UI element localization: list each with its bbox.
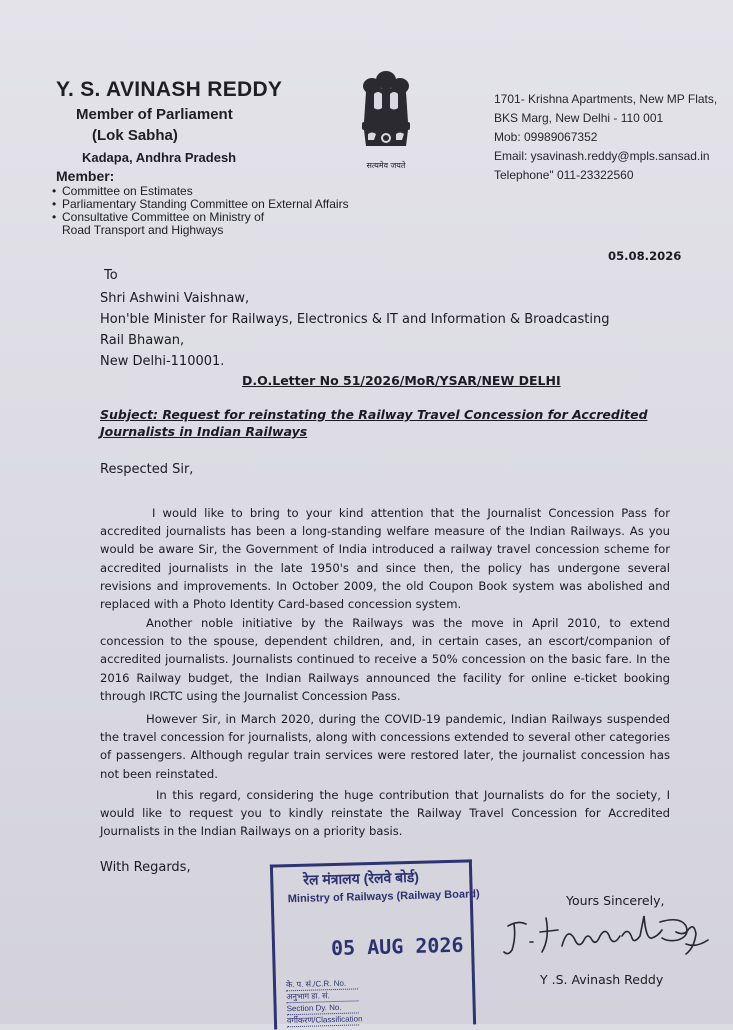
- sender-constituency: Kadapa, Andhra Pradesh: [82, 150, 237, 165]
- phone-telephone: Telephone" 011-23322560: [494, 168, 634, 182]
- address-line: BKS Marg, New Delhi - 110 001: [494, 111, 664, 125]
- committee-list: [50, 185, 349, 237]
- sender-address: [494, 90, 717, 185]
- stamp-field: के. प. सं./C.R. No.: [286, 977, 358, 991]
- stamp-date: 05 AUG 2026: [330, 932, 464, 961]
- stamp-field: वर्गीकरण/Classification: [286, 1014, 363, 1026]
- do-letter-number: D.O.Letter No 51/2026/MoR/YSAR/NEW DELHI: [242, 373, 561, 388]
- recipient-line: Rail Bhawan,: [100, 333, 185, 348]
- closing: With Regards,: [100, 860, 191, 875]
- body-paragraph: In this regard, considering the huge contribution that Journalists do for the society, I would like to request you to kindly reinstate the Railway Travel Concession for Accredited Journalists in the Indian Railways on a priority basis.: [100, 788, 670, 839]
- committee-item: • Parliamentary Standing Committee on External Affairs: [50, 198, 349, 211]
- address-line: 1701- Krishna Apartments, New MP Flats,: [494, 92, 718, 106]
- phone-mobile: Mob: 09989067352: [494, 130, 598, 144]
- to-label: To: [104, 268, 118, 283]
- body-paragraph: I would like to bring to your kind attention that the Journalist Concession Pass for accredited journalists has been a long-standing welfare measure of the Indian Railways. As you would be aware Sir, the Government of India introduced a railway travel concession scheme for accredited journalists in the late 1950's and since then, the policy has undergone several revisions and improvements. In October 2009, the old Coupon Book system was abolished and replaced with a Photo Identity Card-based concession system.: [100, 506, 670, 612]
- body-paragraph: Another noble initiative by the Railways was the move in April 2010, to extend concession to the spouse, dependent children, and, in certain cases, an escort/companion of accredited journalists. Journalists continued to receive a 50% concession on the basic fare. In the 2016 Railway budget, the Indian Railways announced the facility for online e-ticket booking through IRCTC using the Journalist Concession Pass.: [100, 616, 670, 703]
- sender-name: Y. S. AVINASH REDDY: [56, 78, 283, 101]
- body-paragraph: However Sir, in March 2020, during the COVID-19 pandemic, Indian Railways suspended the travel concession for journalists, along with concessions extended to several other categories of passengers. Although regular train services were restored later, the journalist concession has not been reinstated.: [100, 712, 670, 781]
- stamp-line-hindi: रेल मंत्रालय (रेलवे बोर्ड): [303, 868, 420, 888]
- signatory-name: Y .S. Avinash Reddy: [540, 972, 664, 987]
- receipt-stamp: [270, 859, 480, 1029]
- sender-house: (Lok Sabha): [92, 127, 178, 144]
- letter-date: 05.08.2026: [608, 249, 682, 263]
- salutation: Respected Sir,: [100, 462, 194, 477]
- handwritten-signature: [500, 906, 715, 962]
- stamp-line-english: Ministry of Railways (Railway Board): [287, 888, 480, 906]
- national-emblem-icon: [350, 64, 422, 172]
- emblem-motto: सत्यमेव जयते: [366, 161, 406, 170]
- stamp-field: Section Dy. No.: [287, 1001, 359, 1015]
- committee-item: • Consultative Committee on Ministry of: [50, 211, 349, 224]
- member-of-label: Member:: [56, 168, 115, 184]
- committee-item-continued: Road Transport and Highways: [62, 223, 224, 237]
- recipient-address: [100, 288, 609, 372]
- committee-item: • Committee on Estimates: [50, 185, 349, 198]
- sign-off: Yours Sincerely,: [566, 893, 665, 908]
- recipient-line: New Delhi-110001.: [100, 354, 225, 369]
- email-address: Email: ysavinash.reddy@mpls.sansad.in: [494, 149, 710, 163]
- letter-subject: Subject: Request for reinstating the Railway Travel Concession for Accredited Journalists in Indian Railways: [100, 407, 648, 439]
- recipient-line: Hon'ble Minister for Railways, Electronics & IT and Information & Broadcasting: [100, 312, 610, 327]
- stamp-field: अनुभाग डा. सं.: [286, 989, 358, 1003]
- stamp-fields: [285, 977, 363, 1027]
- sender-designation: Member of Parliament: [76, 106, 233, 123]
- recipient-line: Shri Ashwini Vaishnaw,: [100, 291, 250, 306]
